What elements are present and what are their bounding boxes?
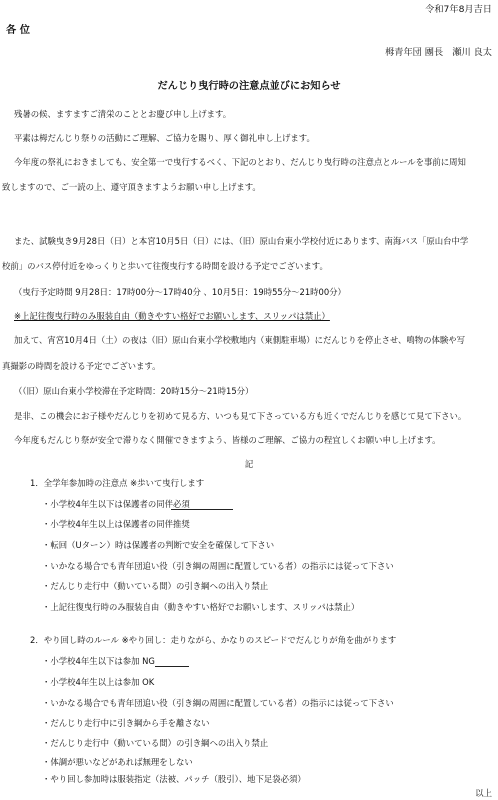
section-1-item: ・小学校4年生以下は保護者の同伴必須 — [42, 499, 190, 509]
intro-paragraph-1: 残暑の候、ますますご清栄のこととお慶び申し上げます。 — [14, 109, 232, 119]
document-title: だんじり曳行時の注意点並びにお知らせ — [157, 81, 341, 92]
section-2-item: ・小学校4年生以下は参加 NG — [42, 656, 155, 666]
intro-paragraph-2: 平素は栂だんじり祭りの活動にご理解、ご協力を賜り、厚く御礼申し上げます。 — [14, 133, 315, 143]
section-2-item: ・やり回し参加時は服装指定（法被、パッチ（股引）、地下足袋必須） — [42, 774, 306, 784]
intro-paragraph-3-line-2: 致しますので、ご一読の上、遵守頂きますようお願い申し上げます。 — [2, 182, 261, 192]
document-date: 令和7年8月吉日 — [425, 4, 492, 15]
section-2-item: ・いかなる場合でも青年団追い役（引き綱の周囲に配置している者）の指示には従って下さい — [42, 698, 394, 708]
section-1-item: ・いかなる場合でも青年団追い役（引き綱の周囲に配置している者）の指示には従って下さい — [42, 561, 394, 571]
closing-mark: 以上 — [475, 788, 492, 798]
festival-eve-line-2: 真撮影の時間を設ける予定でございます。 — [2, 361, 161, 371]
dress-rule-notice: ※上記往復曳行時のみ服装自由（動きやすい格好でお願いします、スリッパは禁止） — [14, 311, 330, 321]
sender: 栂青年団 團長 瀬川 良太 — [385, 47, 492, 58]
section-1-item: ・だんじり走行中（動いている間）の引き綱への出入り禁止 — [42, 581, 269, 591]
section-2-item: ・体調が悪いなどがあれば無理をしない — [42, 757, 193, 767]
addressee: 各 位 — [6, 25, 30, 36]
section-1-item: ・上記往復曳行時のみ服装自由（動きやすい格好でお願いします、スリッパは禁止） — [42, 602, 360, 612]
ki-marker: 記 — [244, 459, 254, 469]
invitation-paragraph: 是非、この機会にお子様やだんじりを初めて見る方、いつも見て下さっている方も近くでだんじりを感じて見て下さい。 — [14, 411, 467, 421]
stay-time: （（旧）原山台東小学校滞在予定時間：20時15分～21時15分） — [14, 386, 254, 396]
section-2-item: ・小学校4年生以上は参加 OK — [42, 677, 155, 687]
underline-mark — [155, 666, 189, 667]
section-1-item: ・転回（Uターン）時は保護者の判断で安全を確保して下さい — [42, 540, 275, 550]
closing-request-paragraph: 今年度もだんじり祭が安全で滞りなく開催できますよう、皆様のご理解、ご協力の程宜しくお願い申し上げます。 — [14, 435, 441, 445]
festival-eve-line-1: 加えて、宵宮10月4日（土）の夜は（旧）原山台東小学校敷地内（東側駐車場）にだんじりを停止させ、鳴物の体験や写 — [14, 335, 466, 345]
section-2-item: ・だんじり走行中に引き綱から手を離さない — [42, 718, 210, 728]
underline-mark — [171, 509, 233, 510]
intro-paragraph-3-line-1: 今年度の祭礼におきましても、安全第一で曳行するべく、下記のとおり、だんじり曳行時の注意点とルールを事前に周知 — [14, 157, 466, 167]
section-1-heading: 1．全学年参加時の注意点 ※歩いて曳行します — [30, 478, 205, 488]
section-2-heading: 2．やり回し時のルール ※やり回し：走りながら、かなりのスピードでだんじりが角を曲がります — [30, 635, 397, 645]
section-1-item: ・小学校4年生以上は保護者の同伴推奨 — [42, 519, 190, 529]
schedule-time: （曳行予定時間 9月28日：17時00分～17時40分 、10月5日：19時55分～21時00分） — [14, 287, 346, 297]
section-2-item: ・だんじり走行中（動いている間）の引き綱への出入り禁止 — [42, 738, 269, 748]
notice-paragraph-line-1: また、試験曳き9月28日（日）と本宮10月5日（日）には、（旧）原山台東小学校付近にあります、南海バス「原山台中学 — [14, 236, 469, 246]
notice-paragraph-line-2: 校前」のバス停付近をゆっくりと歩いて往復曳行する時間を設ける予定でございます。 — [2, 261, 328, 271]
